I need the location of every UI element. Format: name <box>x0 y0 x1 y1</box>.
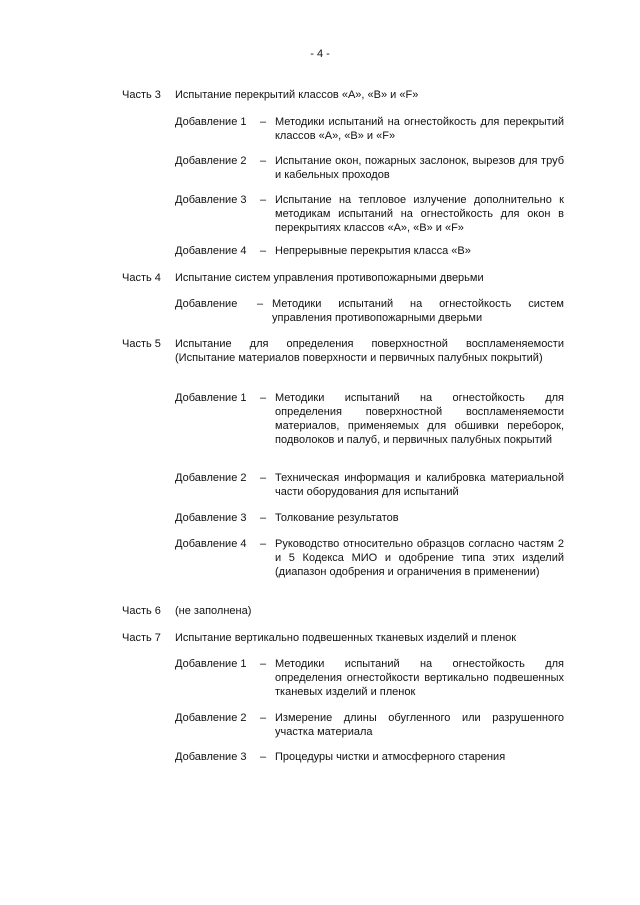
part-7 <box>122 631 564 645</box>
appendix-dash: – <box>260 194 267 206</box>
part-label: Часть 5 <box>122 338 161 350</box>
appendix-dash: – <box>260 392 267 404</box>
appendix-item <box>175 154 564 182</box>
appendix-title: Методики испытаний на огнестойкость систем управления противопожарными дверьми <box>272 298 564 324</box>
appendix-dash: – <box>260 712 267 724</box>
appendix-item <box>175 244 564 258</box>
appendix-dash: – <box>257 298 264 310</box>
appendix-label: Добавление 3 <box>175 512 247 524</box>
appendix-item <box>175 657 564 699</box>
part-title: Испытание систем управления противопожарными дверьми <box>175 272 484 284</box>
appendix-dash: – <box>260 245 267 257</box>
part-title: Испытание для определения поверхностной воспламеняемости (Испытание материалов поверхности и первичных палубных покрытий) <box>175 338 564 364</box>
appendix-item <box>175 391 564 447</box>
appendix-dash: – <box>260 155 267 167</box>
appendix-title: Непрерывные перекрытия класса «B» <box>275 245 471 257</box>
appendix-label: Добавление <box>175 298 238 310</box>
appendix-item <box>175 471 564 499</box>
appendix-item <box>175 750 564 764</box>
appendix-label: Добавление 2 <box>175 155 247 167</box>
appendix-item <box>175 115 564 143</box>
appendix-dash: – <box>260 116 267 128</box>
appendix-label: Добавление 2 <box>175 712 247 724</box>
page-number: - 4 - <box>310 48 330 60</box>
part-title: Испытание перекрытий классов «A», «B» и «F» <box>175 89 419 101</box>
appendix-title: Методики испытаний на огнестойкость для определения огнестойкости вертикально подвешенных тканевых изделий и пленок <box>275 658 564 698</box>
part-3 <box>122 88 564 102</box>
part-4 <box>122 271 564 285</box>
appendix-dash: – <box>260 751 267 763</box>
appendix-label: Добавление 1 <box>175 392 247 404</box>
part-5 <box>122 337 564 365</box>
appendix-item <box>175 511 564 525</box>
part-label: Часть 4 <box>122 272 161 284</box>
appendix-title: Измерение длины обугленного или разрушенного участка материала <box>275 712 564 738</box>
appendix-title: Толкование результатов <box>275 512 399 524</box>
appendix-title: Испытание на тепловое излучение дополнительно к методикам испытаний на огнестойкость для окон в перекрытиях классов «A», «B» и «F» <box>275 194 564 234</box>
part-label: Часть 6 <box>122 605 161 617</box>
appendix-label: Добавление 3 <box>175 194 247 206</box>
part-label: Часть 7 <box>122 632 161 644</box>
appendix-dash: – <box>260 538 267 550</box>
appendix-item <box>175 711 564 739</box>
appendix-dash: – <box>260 658 267 670</box>
appendix-label: Добавление 4 <box>175 538 247 550</box>
part-6 <box>122 604 564 618</box>
appendix-item <box>175 537 564 579</box>
appendix-dash: – <box>260 472 267 484</box>
appendix-title: Методики испытаний на огнестойкость для определения поверхностной воспламеняемости материалов, применяемых для обшивки переборок, подволоков и палуб, и первичных палубных покрытий <box>275 392 564 446</box>
appendix-dash: – <box>260 512 267 524</box>
part-title: (не заполнена) <box>175 605 252 617</box>
part-label: Часть 3 <box>122 89 161 101</box>
appendix-title: Испытание окон, пожарных заслонок, вырезов для труб и кабельных проходов <box>275 155 564 181</box>
appendix-label: Добавление 4 <box>175 245 247 257</box>
appendix-label: Добавление 3 <box>175 751 247 763</box>
appendix-title: Методики испытаний на огнестойкость для перекрытий классов «A», «B» и «F» <box>275 116 564 142</box>
appendix-label: Добавление 1 <box>175 116 247 128</box>
appendix-title: Руководство относительно образцов согласно частям 2 и 5 Кодекса МИО и одобрение типа этих изделий (диапазон одобрения и ограничения в применении) <box>275 538 564 578</box>
part-title: Испытание вертикально подвешенных тканевых изделий и пленок <box>175 632 517 644</box>
appendix-item <box>175 193 564 235</box>
appendix-label: Добавление 1 <box>175 658 247 670</box>
appendix-title: Техническая информация и калибровка материальной части оборудования для испытаний <box>275 472 564 498</box>
appendix-item <box>175 297 564 325</box>
appendix-title: Процедуры чистки и атмосферного старения <box>275 751 506 763</box>
appendix-label: Добавление 2 <box>175 472 247 484</box>
